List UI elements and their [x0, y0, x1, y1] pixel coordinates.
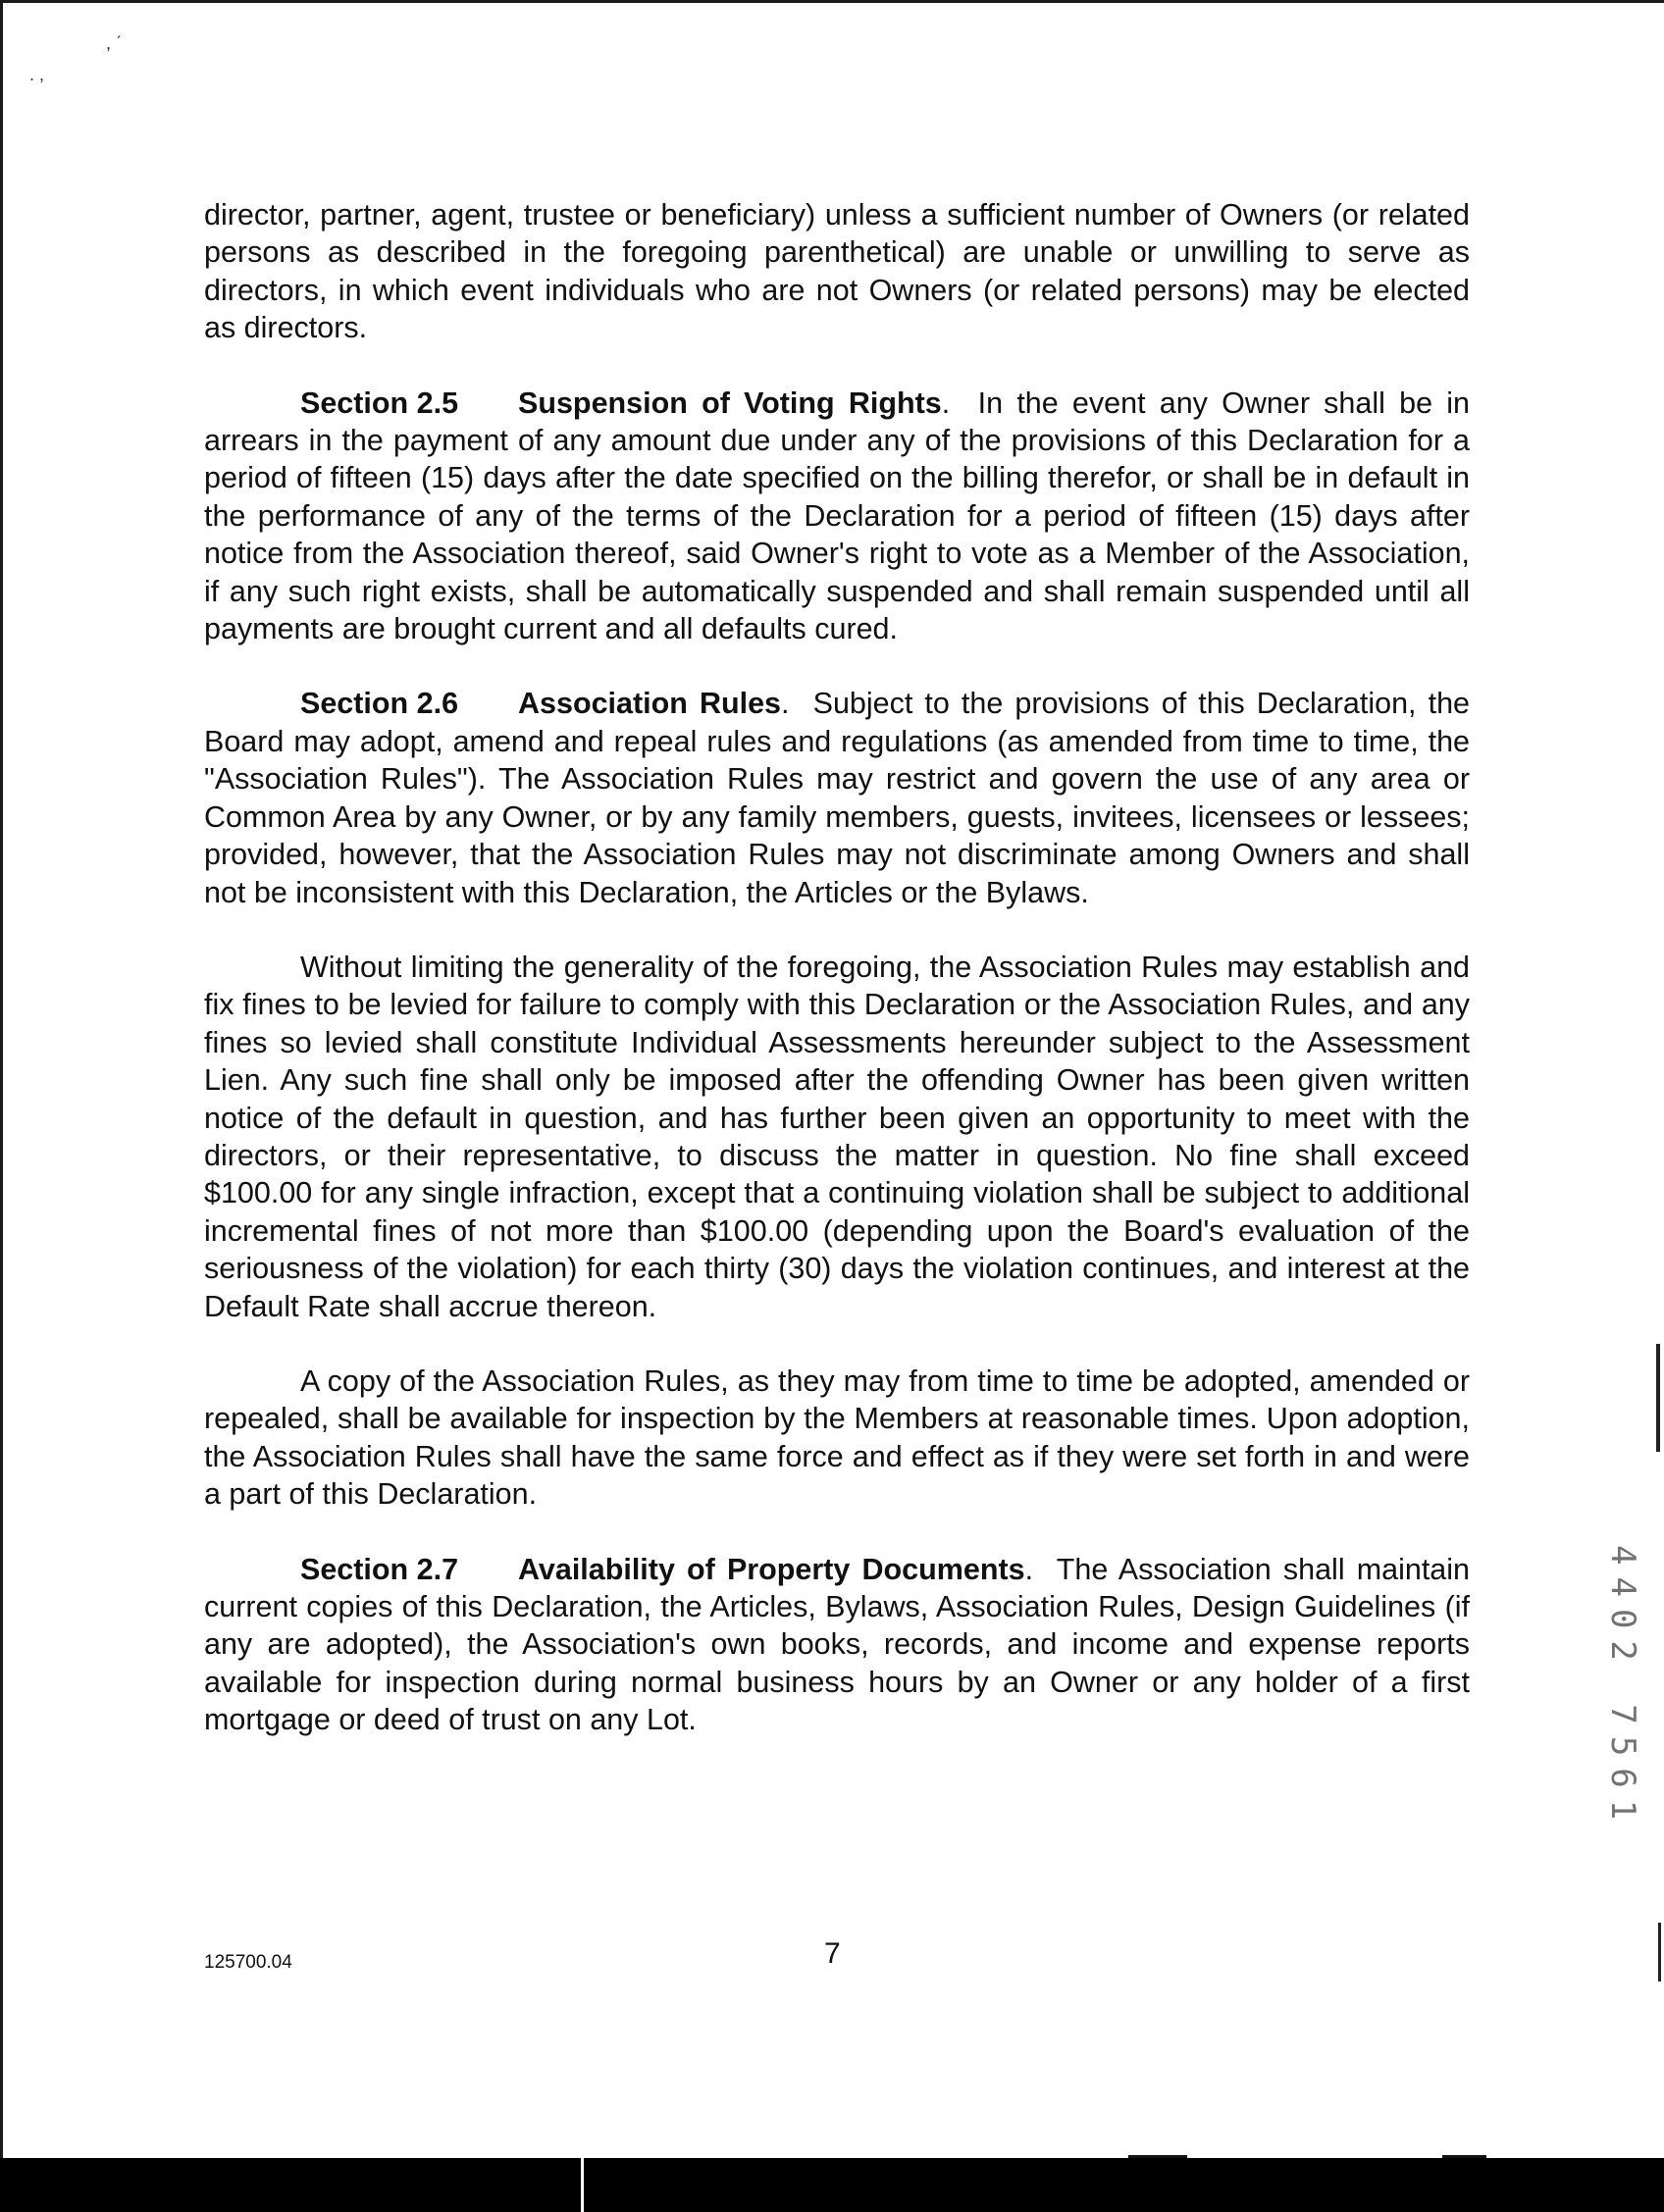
scan-border-top [0, 0, 1664, 3]
title-period: . [781, 687, 813, 721]
paragraph-rules-copy [204, 1363, 1470, 1514]
scan-edge-mark [1658, 1923, 1661, 1981]
paragraph-text: Without limiting the generality of the foregoing, the Association Rules may establish and fix fines to be levied for failure to comply with this Declaration or the Association Rules, and any fines so levied shall constitute Individual Assessments hereunder subject to the Assessment Lien. Any such fine shall only be imposed after the offending Owner has been given written notice of the default in question, and has further been given an opportunity to meet with the directors, or their representative, to discuss the matter in question. No fine shall exceed $100.00 for any single infraction, except that a continuing violation shall be subject to additional incremental fines of not more than $100.00 (depending upon the Board's evaluation of the seriousness of the violation) for each thirty (30) days the violation continues, and interest at the Default Rate shall accrue thereon. [204, 950, 1470, 1323]
scan-speck: , ˊ [106, 33, 122, 53]
section-2-5 [204, 385, 1470, 648]
section-text: The Association shall maintain current copies of this Declaration, the Articles, Bylaws, Association Rules, Design Guidelines (if any are adopted), the Association's own books, records, and income and expense reports available for inspection during normal business hours by an Owner or any holder of a first mortgage or deed of trust on any Lot. [204, 1552, 1470, 1737]
scan-edge-mark [1656, 1344, 1660, 1452]
section-number: Section 2.5 [300, 386, 459, 420]
scan-speck: . , [29, 65, 45, 84]
section-2-7 [204, 1551, 1470, 1739]
section-number: Section 2.7 [300, 1552, 459, 1586]
scan-border-left [0, 0, 3, 2158]
scan-bottom-bar [0, 2158, 1664, 2212]
section-title: Association Rules [518, 687, 781, 721]
scan-edge-mark [1128, 2155, 1187, 2158]
document-code: 125700.04 [204, 1952, 292, 1973]
scan-bar-divider [581, 2158, 584, 2212]
paragraph-continuation [204, 196, 1470, 347]
paragraph-fines [204, 949, 1470, 1325]
section-2-6 [204, 685, 1470, 910]
title-period: . [941, 386, 978, 420]
section-number: Section 2.6 [300, 687, 459, 721]
paragraph-text: A copy of the Association Rules, as they may from time to time be adopted, amended or repealed, shall be available for inspection by the Members at reasonable times. Upon adoption, the Association Rules shall have the same force and effect as if they were set forth in and were a part of this Declaration. [204, 1363, 1470, 1512]
section-title: Suspension of Voting Rights [518, 386, 942, 420]
section-title: Availability of Property Documents [518, 1552, 1025, 1586]
section-text: Subject to the provisions of this Declaration, the Board may adopt, amend and repeal rules and regulations (as amended from time to time, the "Association Rules"). The Association Rules may restrict and govern the use of any area or Common Area by any Owner, or by any family members, guests, invitees, licensees or lessees; provided, however, that the Association Rules may not discriminate among Owners and shall not be inconsistent with this Declaration, the Articles or the Bylaws. [204, 687, 1470, 909]
scan-edge-mark [1442, 2155, 1486, 2158]
page-number: 7 [824, 1937, 841, 1970]
section-text: In the event any Owner shall be in arrears in the payment of any amount due under any of the provisions of this Declaration for a period of fifteen (15) days after the date specified on the billing therefor, or shall be in default in the performance of any of the terms of the Declaration for a period of fifteen (15) days after notice from the Association thereof, said Owner's right to vote as a Member of the Association, if any such right exists, shall be automatically suspended and shall remain suspended until all payments are brought current and all defaults cured. [204, 386, 1470, 646]
title-period: . [1024, 1552, 1057, 1586]
document-body [204, 196, 1470, 1776]
paragraph-text: director, partner, agent, trustee or beneficiary) unless a sufficient number of Owners (or related persons as described in the foregoing parenthetical) are unable or unwilling to serve as directors, in which event individuals who are not Owners (or related persons) may be elected as directors. [204, 198, 1470, 345]
recording-stamp [1603, 1545, 1648, 1878]
stamp-text: 4402 7561 [1603, 1545, 1642, 1832]
